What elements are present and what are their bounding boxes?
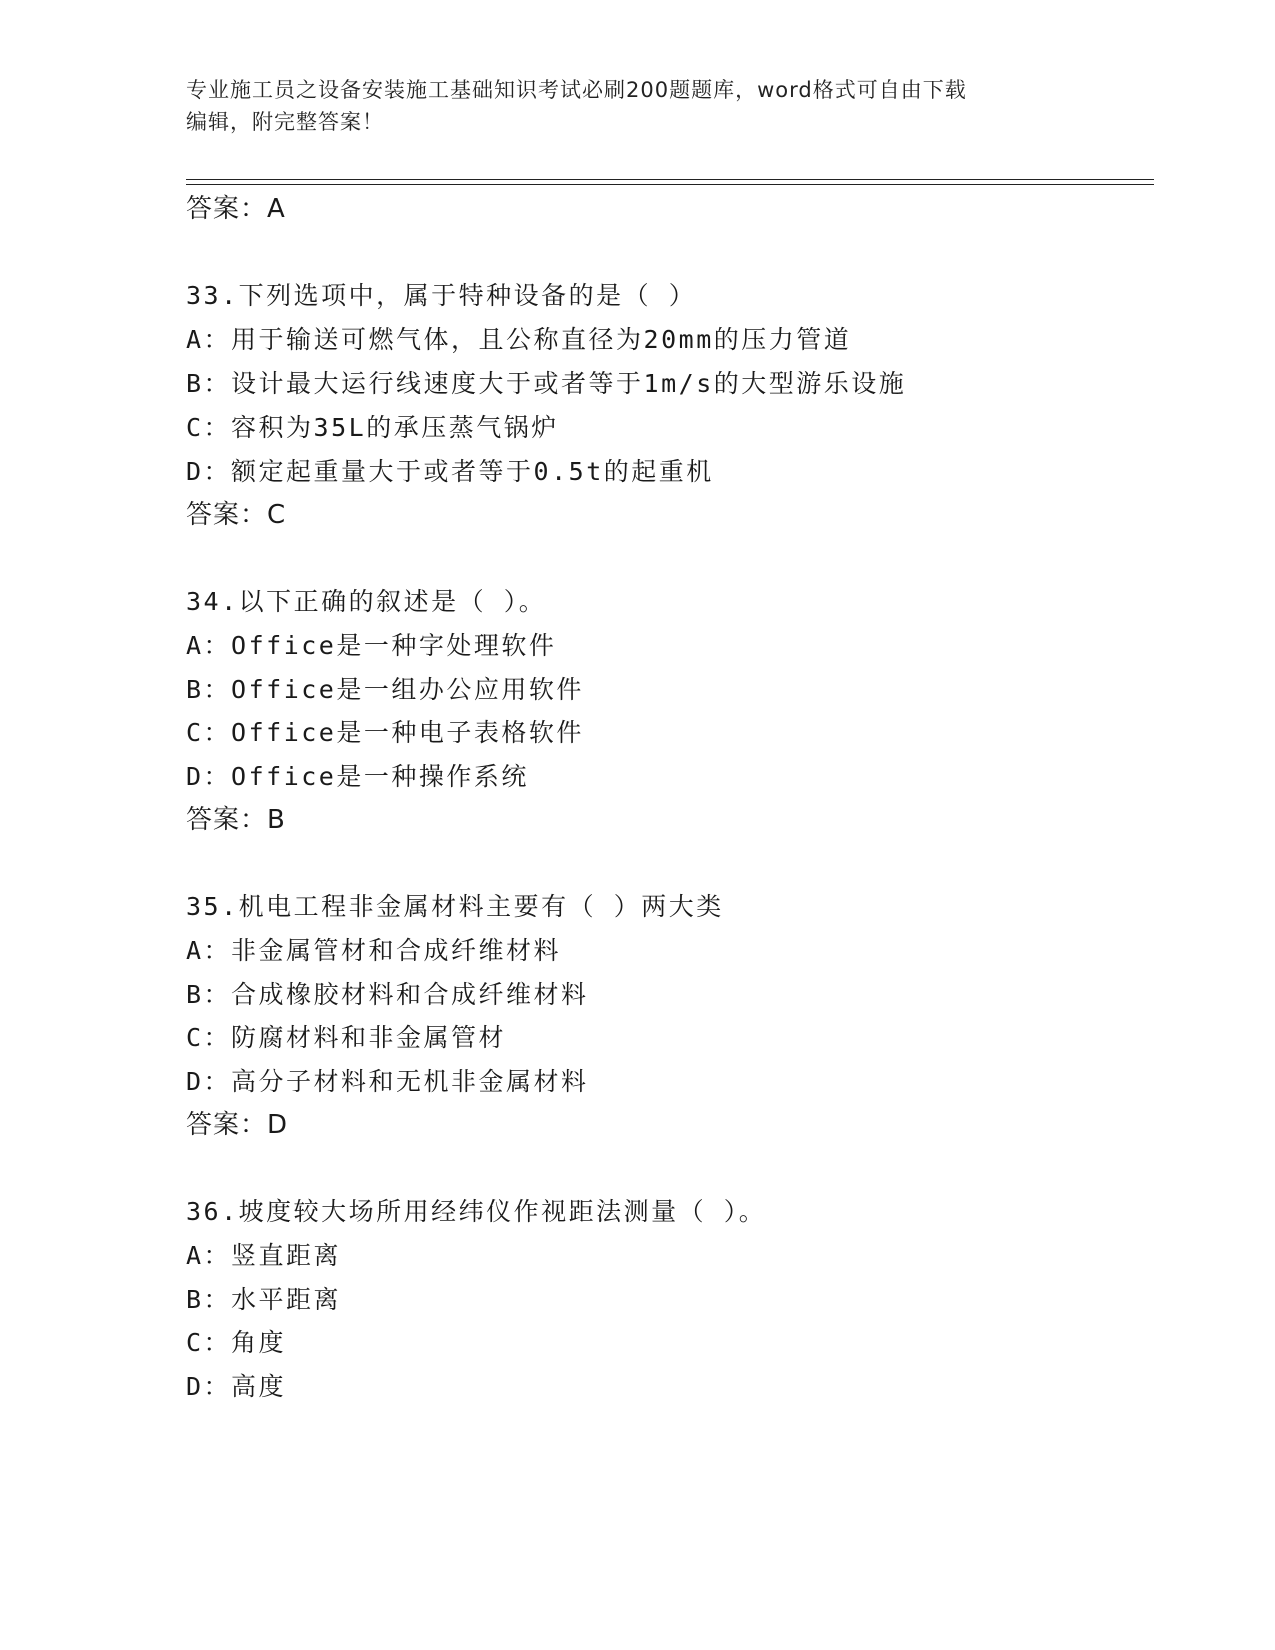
question-35-stem: 35.机电工程非金属材料主要有（ ）两大类 — [186, 892, 724, 921]
question-36-option-a: A：竖直距离 — [186, 1241, 342, 1270]
question-36-option-d: D：高度 — [186, 1372, 287, 1401]
question-35-option-b: B：合成橡胶材料和合成纤维材料 — [186, 980, 589, 1009]
question-35-option-a: A：非金属管材和合成纤维材料 — [186, 936, 562, 965]
question-35-option-d: D：高分子材料和无机非金属材料 — [186, 1067, 589, 1096]
question-34-stem: 34.以下正确的叙述是（ ）。 — [186, 587, 547, 616]
question-34-answer: 答案：B — [186, 805, 286, 835]
question-36-option-b: B：水平距离 — [186, 1285, 342, 1314]
header-rule-top — [186, 179, 1154, 180]
question-34-option-c: C：Office是一种电子表格软件 — [186, 718, 584, 747]
question-33-option-d: D：额定起重量大于或者等于0.5t的起重机 — [186, 457, 714, 486]
question-33-option-c: C：容积为35L的承压蒸气锅炉 — [186, 413, 559, 442]
question-33-answer: 答案：C — [186, 500, 287, 530]
question-35-option-c: C：防腐材料和非金属管材 — [186, 1023, 507, 1052]
header-rule-bottom — [186, 184, 1154, 185]
question-34-option-a: A：Office是一种字处理软件 — [186, 631, 557, 660]
question-36-stem: 36.坡度较大场所用经纬仪作视距法测量（ ）。 — [186, 1197, 767, 1226]
question-33-stem: 33.下列选项中，属于特种设备的是（ ） — [186, 281, 697, 310]
header-line-2: 编辑，附完整答案！ — [186, 110, 384, 134]
question-33-option-a: A：用于输送可燃气体，且公称直径为20mm的压力管道 — [186, 325, 852, 354]
question-33-option-b: B：设计最大运行线速度大于或者等于1m/s的大型游乐设施 — [186, 369, 907, 398]
question-34-option-b: B：Office是一组办公应用软件 — [186, 675, 584, 704]
question-35-answer: 答案：D — [186, 1110, 289, 1140]
question-36-option-c: C：角度 — [186, 1328, 287, 1357]
previous-answer: 答案：A — [186, 194, 286, 224]
question-34-option-d: D：Office是一种操作系统 — [186, 762, 529, 791]
header-line-1: 专业施工员之设备安装施工基础知识考试必刷200题题库，word格式可自由下载 — [186, 78, 967, 102]
document-header — [186, 74, 1066, 138]
